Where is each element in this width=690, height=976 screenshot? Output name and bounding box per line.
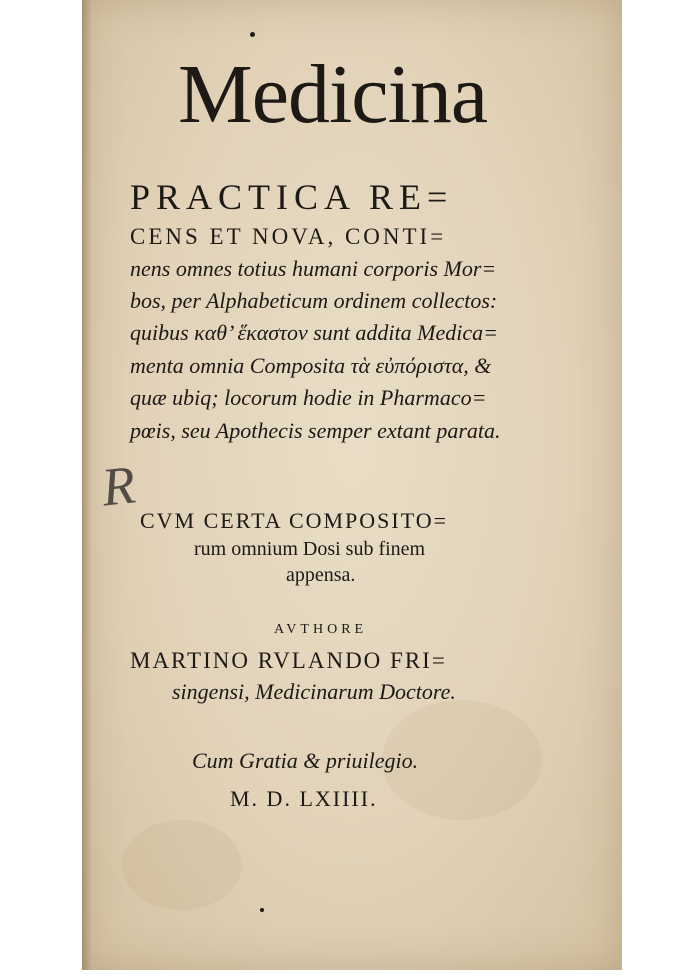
subtitle-line-5: quibus καθ’ ἕκαστον sunt addita Medica=: [130, 320, 498, 345]
supplement-line-2: rum omnium Dosi sub finem: [194, 538, 426, 560]
subtitle-line-4: bos, per Alphabeticum ordinem collectos:: [130, 288, 498, 313]
manuscript-mark: R: [98, 454, 139, 518]
subtitle-line-8: pœis, seu Apothecis semper extant parata.: [130, 418, 501, 443]
ink-speck: [250, 32, 255, 37]
author-label: AVTHORE: [274, 622, 368, 637]
book-title: Medicina: [178, 48, 488, 141]
subtitle-line-7: quæ ubiq; locorum hodie in Pharmaco=: [130, 385, 487, 410]
publication-year: M. D. LXIIII.: [230, 786, 378, 811]
paper-stain: [122, 820, 242, 910]
subtitle-line-1: PRACTICA RE=: [130, 177, 454, 217]
subtitle-line-3: nens omnes totius humani corporis Mor=: [130, 256, 497, 281]
supplement-line-1: CVM CERTA COMPOSITO=: [140, 508, 449, 533]
supplement-line-3: appensa.: [286, 564, 356, 586]
book-page: [82, 0, 622, 970]
author-name-line-1: MARTINO RVLANDO FRI=: [130, 648, 447, 673]
ink-speck: [260, 908, 264, 912]
subtitle-line-2: CENS ET NOVA, CONTI=: [130, 224, 447, 249]
subtitle-line-6: menta omnia Composita τὰ εὐπόριστα, &: [130, 353, 492, 378]
author-name-line-2: singensi, Medicinarum Doctore.: [172, 679, 456, 704]
privilege-line: Cum Gratia & priuilegio.: [192, 748, 419, 773]
